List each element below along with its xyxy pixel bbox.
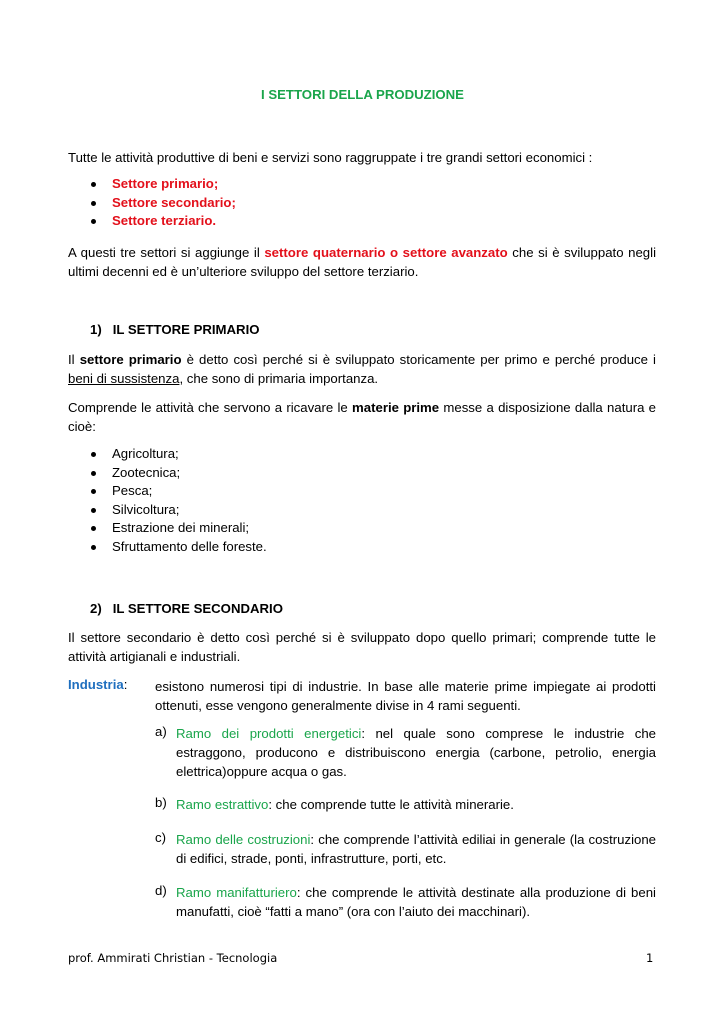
branch-energetici [176,724,656,781]
primario-paragraph-2 [68,398,656,436]
branch-letter: a) [155,724,167,739]
branch-manifatturiero [176,883,656,921]
page-title: I SETTORI DELLA PRODUZIONE [261,87,464,102]
text-run: Comprende le attività che servono a ricavare le [68,400,353,415]
quaternary-paragraph [68,243,656,281]
secondario-paragraph: Il settore secondario è detto così perché si è sviluppato dopo quello primari; comprende tutte le attività artigianali e industriali. [68,630,656,664]
activity-item: Sfruttamento delle foreste. [90,538,267,557]
text-run-bold: materie prime [352,400,440,415]
activity-item: Agricoltura; [90,445,267,464]
primario-paragraph-1 [68,350,656,388]
sector-item: Settore secondario; [90,194,236,213]
branch-name: Ramo delle costruzioni [176,832,311,847]
branch-text: : che comprende le attività destinate alla produzione di beni manufatti, cioè “fatti a mano” (ora con l’aiuto dei macchinari). [176,885,656,919]
branch-letter: c) [155,830,166,845]
primario-activities-list [90,445,267,556]
text-run: messe a disposizione dalla natura e cioè: [68,400,657,434]
branch-text: : che comprende l’attività ediliai in generale (la costruzione di edifici, strade, ponti, infrastrutture, porti, etc. [176,832,656,866]
quaternary-text: che si è sviluppato negli ultimi decenni ed è un’ulteriore sviluppo del settore terziario. [68,245,656,279]
quaternary-highlight: settore quaternario o settore avanzato [264,245,508,260]
footer-author: prof. Ammirati Christian - Tecnologia [68,951,278,965]
industria-colon: : [123,677,128,692]
branch-letter: d) [155,883,167,898]
branch-costruzioni [176,830,656,868]
industria-term: Industria [68,677,124,692]
section-heading-secondario: 2) IL SETTORE SECONDARIO [90,601,283,616]
activity-item: Pesca; [90,482,267,501]
footer-page-number: 1 [646,951,654,965]
activity-item: Estrazione dei minerali; [90,519,267,538]
activity-item: Silvicoltura; [90,501,267,520]
section-heading-primario: 1) IL SETTORE PRIMARIO [90,322,260,337]
branch-name: Ramo manifatturiero [176,885,297,900]
text-run-bold: settore primario [79,352,182,367]
branch-name: Ramo estrattivo [176,797,269,812]
activity-item: Zootecnica; [90,464,267,483]
text-run-underlined: beni di sussistenza [68,371,180,386]
branch-text: : che comprende tutte le attività minerarie. [268,797,514,812]
sector-item: Settore primario; [90,175,236,194]
sectors-list [90,175,236,231]
text-run: , che sono di primaria importanza. [179,371,379,386]
branch-text: : nel quale sono comprese le industrie che estraggono, producono e distribuiscono energia (carbone, petrolio, energia elettrica)oppure acqua o gas. [176,726,657,779]
intro-paragraph: Tutte le attività produttive di beni e servizi sono raggruppate i tre grandi settori economici : [68,150,593,165]
branch-name: Ramo dei prodotti energetici [176,726,362,741]
quaternary-text: A questi tre settori si aggiunge il [68,245,265,260]
text-run: Il [68,352,80,367]
text-run: è detto così perché si è sviluppato storicamente per primo e perché produce i [181,352,656,367]
industria-description: esistono numerosi tipi di industrie. In base alle materie prime impiegate ai prodotti ottenuti, esse vengono generalmente divise in 4 rami seguenti. [155,679,656,713]
branch-letter: b) [155,795,167,810]
branch-estrattivo [176,795,656,814]
industria-label [68,677,127,692]
sector-item: Settore terziario. [90,212,236,231]
